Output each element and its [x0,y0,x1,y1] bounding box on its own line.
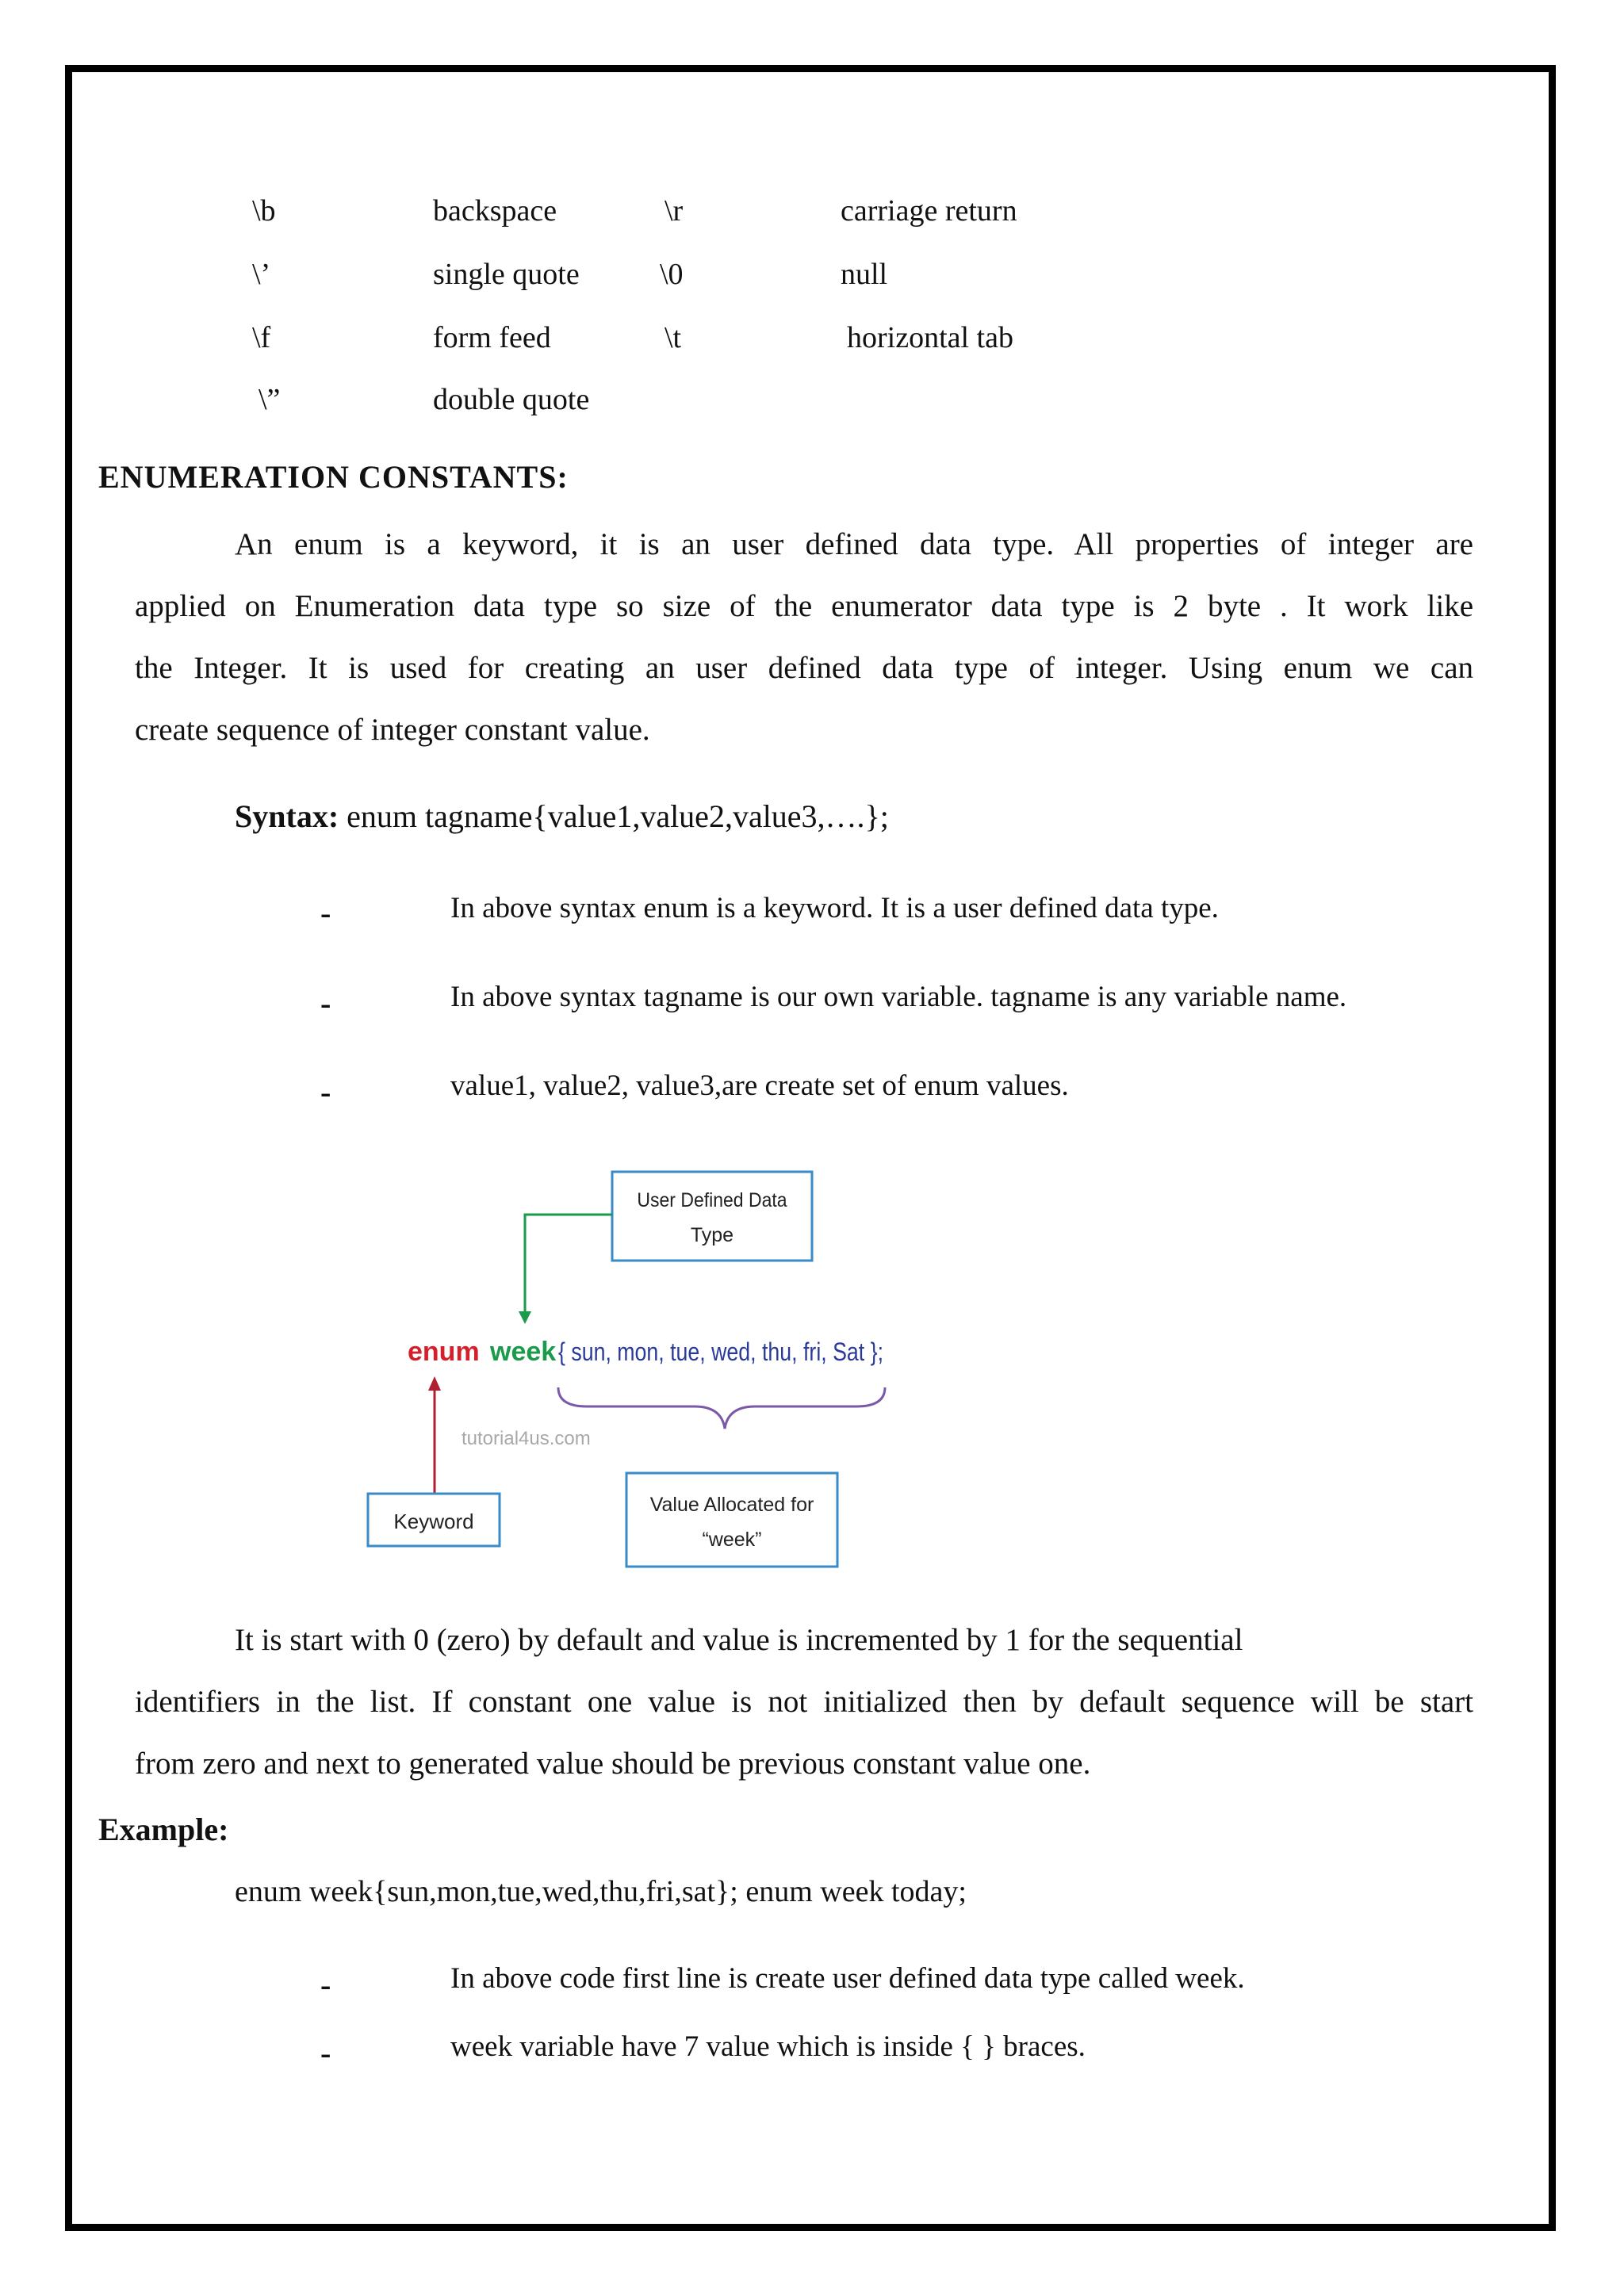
bullet-text: week variable have 7 value which is inside { } braces. [450,2030,1086,2063]
bullet-dash: - [320,985,331,1021]
bullet-dash: - [320,1967,331,2003]
enum-diagram [349,1158,920,1578]
red-arrowhead [428,1376,441,1391]
escape-desc: horizontal tab [847,321,1013,354]
bullet-text: value1, value2, value3,are create set of enum values. [450,1070,1069,1102]
paragraph-line: create sequence of integer constant value. [135,713,650,747]
week-tag: week [490,1337,557,1367]
paragraph-line: An enum is a keyword, it is an user defined data type. All properties of integer are [235,527,1473,561]
example-heading: Example: [98,1812,229,1847]
example-code: enum week{sun,mon,tue,wed,thu,fri,sat}; enum week today; [235,1875,967,1908]
keyword-box-label: Keyword [393,1510,474,1533]
paragraph-line: It is start with 0 (zero) by default and value is incremented by 1 for the sequential [235,1623,1243,1657]
bullet-text: In above code first line is create user defined data type called week. [450,1962,1245,1995]
paragraph-line: the Integer. It is used for creating an user defined data type of integer. Using enum we can [135,651,1473,685]
escape-desc: double quote [433,383,590,416]
udt-box [612,1172,812,1261]
alloc-label-line1: Value Allocated for [649,1494,814,1516]
syntax-line [235,798,889,835]
green-arrowhead [519,1311,531,1324]
escape-code: \” [259,383,281,416]
bullet-dash: - [320,1074,331,1110]
escape-desc: carriage return [841,194,1017,228]
paragraph-line: from zero and next to generated value should be previous constant value one. [135,1747,1091,1781]
bullet-dash: - [320,895,331,931]
escape-desc: null [841,258,888,291]
syntax-label: Syntax: [235,798,339,834]
escape-code: \’ [252,258,271,291]
bullet-text: In above syntax tagname is our own variable. tagname is any variable name. [450,981,1347,1013]
escape-desc: single quote [433,258,580,291]
syntax-text: enum tagname{value1,value2,value3,….}; [339,798,889,834]
alloc-box [626,1473,837,1567]
escape-code: \t [665,321,682,354]
escape-code: \f [252,321,271,354]
enum-values: { sun, mon, tue, wed, thu, fri, Sat }; [558,1337,883,1366]
intro-paragraph [135,514,1473,761]
udt-label-line2: Type [690,1224,734,1246]
enum-keyword: enum [408,1337,480,1367]
escape-desc: backspace [433,194,557,228]
start-paragraph [135,1609,1473,1795]
alloc-label-line2: “week” [702,1529,762,1551]
values-brace [558,1387,885,1429]
escape-code: \b [252,194,276,228]
bullet-text: In above syntax enum is a keyword. It is a user defined data type. [450,892,1219,924]
bullet-dash: - [320,2035,331,2071]
escape-code: \0 [660,258,684,291]
green-arrow [525,1215,612,1313]
udt-label-line1: User Defined Data [637,1189,787,1212]
paragraph-line: applied on Enumeration data type so size of the enumerator data type is 2 byte . It work like [135,589,1473,623]
paragraph-line: identifiers in the list. If constant one value is not initialized then by default sequence will be start [135,1685,1473,1719]
section-heading: ENUMERATION CONSTANTS: [98,459,569,495]
escape-desc: form feed [433,321,551,354]
escape-code: \r [665,194,684,228]
watermark-text: tutorial4us.com [462,1428,591,1449]
